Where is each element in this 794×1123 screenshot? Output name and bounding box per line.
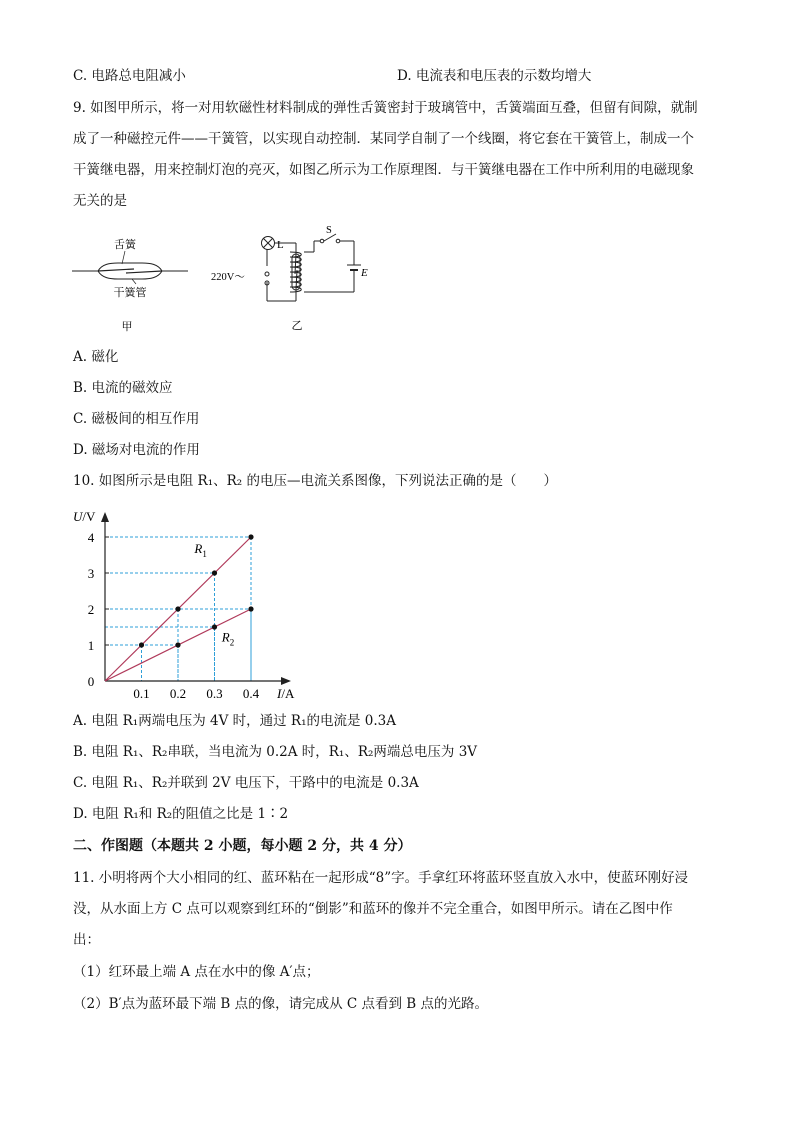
series-label-R1: $R_1$ [194, 541, 207, 560]
q9-stem-line-3: 干簧继电器，用来控制灯泡的亮灭，如图乙所示为工作原理图．与干簧继电器在工作中所利用的电磁现象 [73, 162, 694, 178]
q9-option-b: B. 电流的磁效应 [73, 380, 173, 396]
q10-option-a: A. 电阻 R₁两端电压为 4V 时，通过 R₁的电流是 0.3A [73, 713, 396, 729]
section-title: 二、作图题（本题共 2 小题，每小题 2 分，共 4 分） [73, 838, 412, 854]
switch-label: S [326, 226, 332, 236]
x-tick-label-0: 0.1 [133, 686, 150, 701]
point-R2-2 [212, 624, 217, 629]
y-tick-label-3: 4 [87, 530, 95, 545]
q9-stem-line-1: 9. 如图甲所示，将一对用软磁性材料制成的弹性舌簧密封于玻璃管中，舌簧端面互叠，但留有间隙，就制 [73, 100, 698, 116]
point-R2-1 [175, 642, 180, 647]
q11-stem-line-1: 11. 小明将两个大小相同的红、蓝环粘在一起形成“8”字。手拿红环将蓝环竖直放入水中，使蓝环刚好浸 [73, 870, 689, 886]
lamp-label: L [277, 239, 284, 251]
chart-axes [101, 512, 291, 685]
y-tick-label-1: 2 [87, 602, 95, 617]
point-R1-2 [175, 606, 180, 611]
q11-sub-2: （2）B′点为蓝环最下端 B 点的像，请完成从 C 点看到 B 点的光路。 [73, 996, 488, 1012]
point-R1-3 [212, 570, 217, 575]
relay-circuit-figure [208, 226, 373, 336]
chart-labels [73, 509, 295, 701]
origin-label: 0 [87, 674, 95, 689]
x-tick-label-3: 0.4 [242, 686, 260, 701]
q8-option-c: C. 电路总电阻减小 [73, 68, 186, 84]
point-R2-3 [248, 606, 253, 611]
q10-option-d: D. 电阻 R₁和 R₂的阻值之比是 1∶2 [73, 806, 289, 822]
point-R1-1 [139, 642, 144, 647]
q9-option-c: C. 磁极间的相互作用 [73, 411, 200, 427]
q10-option-b: B. 电阻 R₁、R₂串联，当电流为 0.2A 时，R₁、R₂两端总电压为 3V [73, 744, 478, 760]
reed-switch-figure [70, 230, 190, 335]
point-R1-4 [248, 534, 253, 539]
battery-label: E [361, 267, 368, 279]
y-tick-label-0: 1 [87, 638, 95, 653]
voltage-label: 220V～ [211, 272, 245, 283]
reed-label-top: 舌簧 [114, 239, 136, 251]
y-tick-label-2: 3 [87, 566, 95, 581]
x-axis-label: I/A [277, 686, 295, 701]
q9-stem-line-4: 无关的是 [73, 193, 127, 209]
y-axis-arrow [101, 512, 109, 522]
caption-yi: 乙 [291, 320, 303, 332]
x-tick-label-1: 0.2 [169, 686, 187, 701]
q11-stem-line-2: 没，从水面上方 C 点可以观察到红环的“倒影”和蓝环的像并不完全重合，如图甲所示。请在乙图中作 [73, 901, 673, 917]
q9-stem-line-2: 成了一种磁控元件——干簧管，以实现自动控制．某同学自制了一个线圈，将它套在干簧管上，制成一个 [73, 131, 694, 147]
caption-jia: 甲 [121, 321, 133, 333]
y-axis-label: U/V [73, 509, 96, 524]
q10-option-c: C. 电阻 R₁、R₂并联到 2V 电压下，干路中的电流是 0.3A [73, 775, 419, 791]
q10-stem: 10. 如图所示是电阻 R₁、R₂ 的电压—电流关系图像，下列说法正确的是（ ） [73, 473, 557, 489]
reed-label-bottom: 干簧管 [113, 287, 147, 299]
q11-stem-line-3: 出： [73, 932, 100, 948]
q9-option-a: A. 磁化 [73, 349, 119, 365]
x-tick-label-2: 0.3 [206, 686, 223, 701]
x-axis-arrow [281, 677, 291, 685]
q9-option-d: D. 磁场对电流的作用 [73, 442, 200, 458]
q11-sub-1: （1）红环最上端 A 点在水中的像 A′点； [73, 964, 320, 980]
q8-option-d: D. 电流表和电压表的示数均增大 [397, 68, 592, 84]
voltage-current-chart [60, 498, 310, 703]
series-label-R2: $R_2$ [221, 629, 235, 648]
